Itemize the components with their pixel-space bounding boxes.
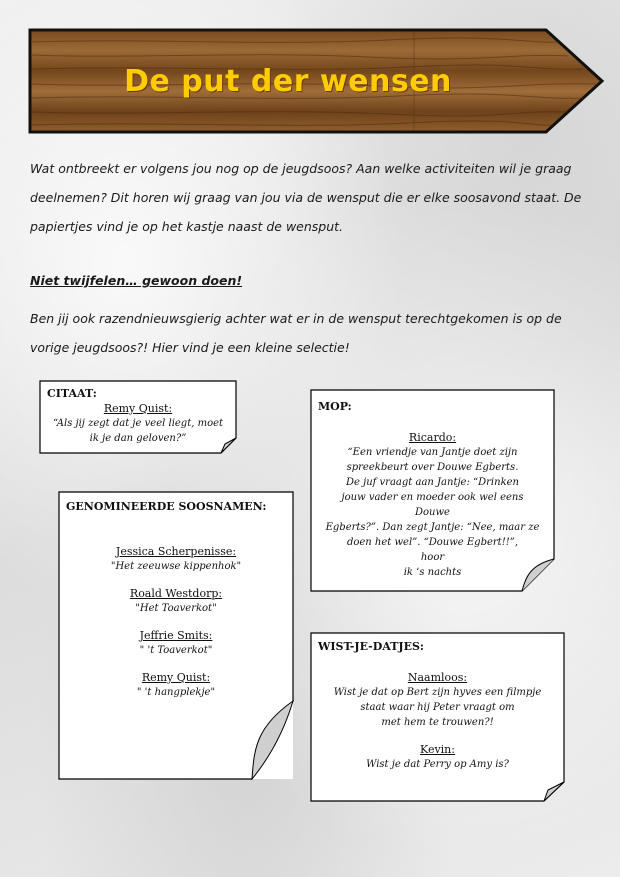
nominee-value: " 't Toaverkot" [139,645,213,656]
intro-paragraph: Wat ontbreekt er volgens jou nog op de jeugdsoos? Aan welke activiteiten wil je graag deelnemen? Dit horen wij graag van jou via de wensput die er elke soosavond staat. De papiertjes vind je op het kastje naast de wensput. [30,161,582,234]
note-title: WIST-JE-DATJES: [318,640,424,653]
joke-line: ik ‘s nachts [403,567,462,578]
fact-author: Kevin: [420,743,455,756]
nominee-name: Roald Westdorp: [129,587,223,600]
joke-line: hoor [420,552,445,563]
fact-author: Naamloos: [407,671,468,684]
nominee-value: "Het Toaverkot" [135,603,217,614]
note-quote: “Als jij zegt dat je veel liegt, moet ik je dan geloven?” [52,418,224,444]
note-mop [310,389,555,592]
nominee-name: Jessica Scherpenisse: [115,545,237,558]
intro-paragraph-2: Ben jij ook razendnieuwsgierig achter wat er in de wensput terechtgekomen is op de vorige jeugdsoos?! Hier vind je een kleine selectie! [30,311,562,355]
note-citaat [39,380,237,454]
banner-title: De put der wensen [124,63,452,99]
note-soosnamen [58,491,294,780]
joke-line: De juf vraagt aan Jantje: “Drinken jouw vader en moeder ook wel eens Douwe [341,477,524,518]
fact-line: Wist je dat op Bert zijn hyves een filmpje staat waar hij Peter vraagt om [333,687,542,713]
joke-line: Egberts?”. Dan zegt Jantje: “Nee, maar ze doen het wel”. “Douwe Egbert!!”, [325,522,540,548]
note-author: Remy Quist: [103,402,173,415]
subheading: Niet twijfelen… gewoon doen! [30,273,243,288]
note-title: CITAAT: [47,387,97,400]
joke-line: “Een vriendje van Jantje doet zijn spreekbeurt over Douwe Egberts. [346,447,519,473]
note-title: MOP: [318,400,352,413]
note-wistjedatjes [310,632,565,802]
nominee-name: Jeffrie Smits: [139,629,213,642]
note-author: Ricardo: [408,431,457,444]
fact-line: Wist je dat Perry op Amy is? [366,759,509,770]
nominee-value: " 't hangplekje" [136,687,216,698]
note-title: GENOMINEERDE SOOSNAMEN: [66,500,267,513]
nominee-value: "Het zeeuwse kippenhok" [110,561,242,572]
nominee-name: Remy Quist: [141,671,211,684]
fact-line: met hem te trouwen?! [381,717,494,728]
